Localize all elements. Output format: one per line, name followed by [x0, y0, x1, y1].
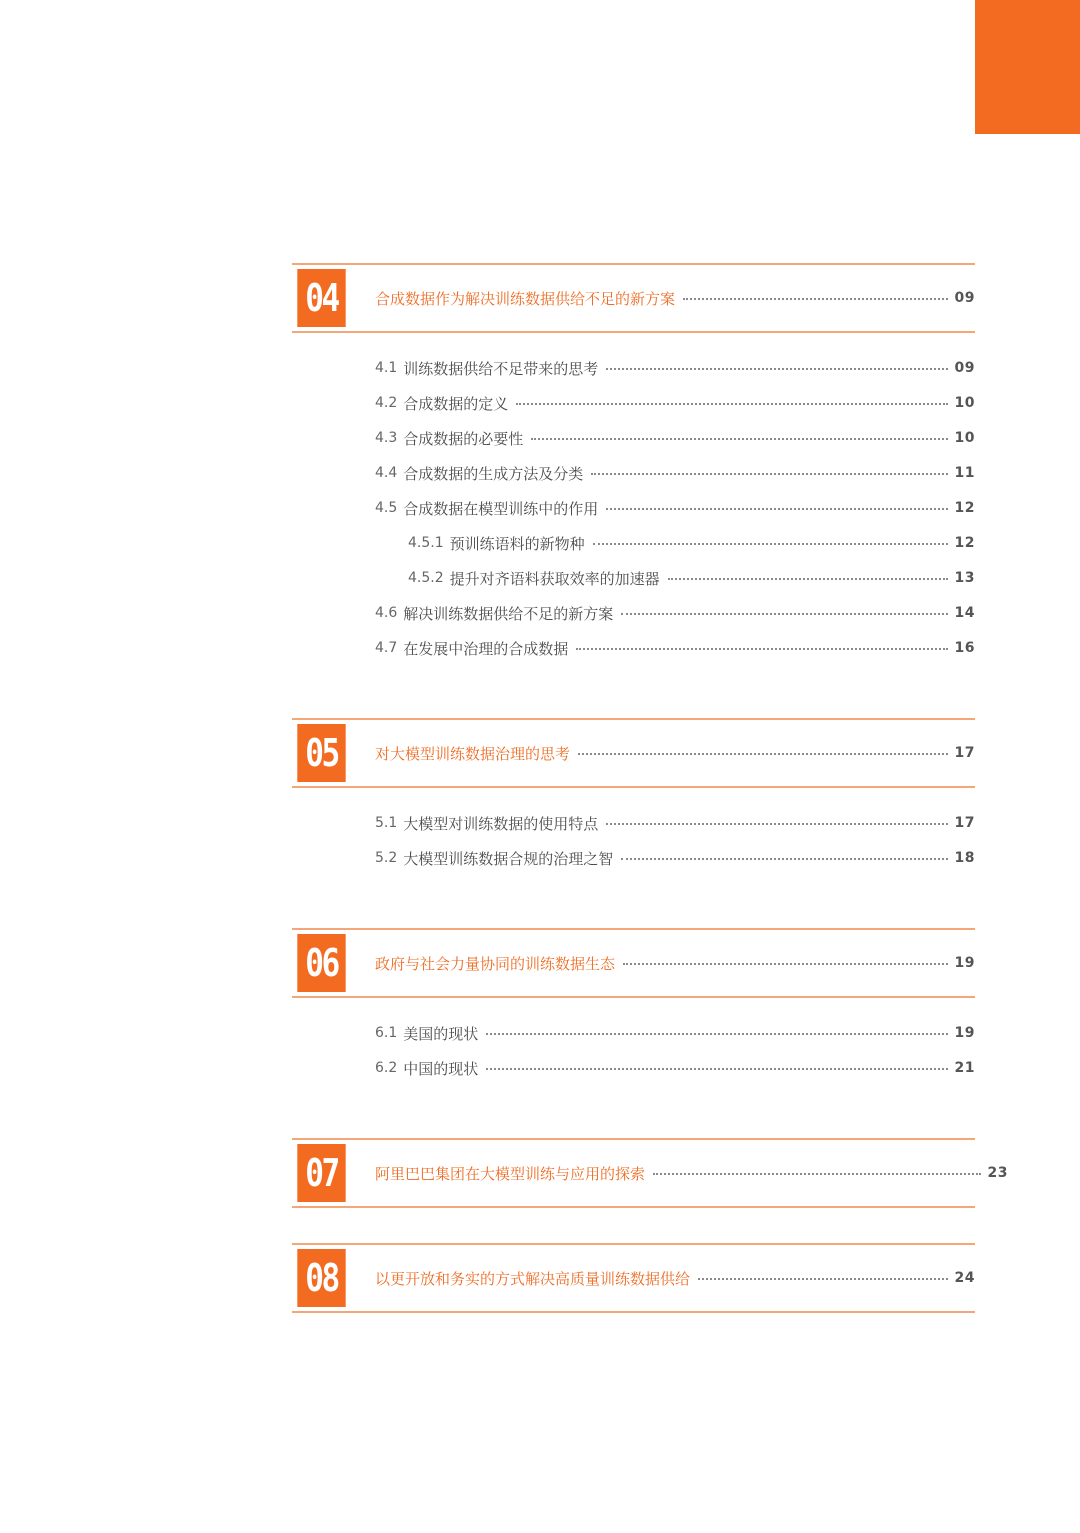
entry-title: 大模型训练数据合规的治理之智	[403, 849, 614, 868]
dot-leader	[606, 508, 947, 510]
corner-accent-block	[975, 0, 1080, 134]
chapter-title-line	[375, 1160, 1008, 1186]
entry-title: 美国的现状	[403, 1024, 479, 1043]
chapter-page-number: 17	[954, 745, 975, 761]
dot-leader	[606, 823, 947, 825]
dot-leader	[578, 753, 948, 755]
dot-leader	[698, 1278, 948, 1280]
chapter-page-number: 24	[954, 1270, 975, 1286]
toc-entry-4-5-2[interactable]	[408, 566, 975, 590]
dot-leader	[531, 438, 947, 440]
dot-leader	[516, 403, 947, 405]
chapter-title-line	[375, 740, 975, 766]
toc-entry-4-6[interactable]	[375, 601, 975, 625]
entry-page-number: 12	[954, 500, 975, 516]
toc-entry-4-7[interactable]	[375, 636, 975, 660]
entry-title: 中国的现状	[403, 1059, 479, 1078]
entry-title: 合成数据在模型训练中的作用	[403, 499, 599, 518]
entry-number: 6.2	[375, 1060, 398, 1076]
toc-entry-6-2[interactable]	[375, 1056, 975, 1080]
dot-leader	[606, 368, 947, 370]
chapter-08-header[interactable]	[292, 1243, 975, 1313]
entry-number: 4.1	[375, 360, 398, 376]
toc-entry-5-2[interactable]	[375, 846, 975, 870]
entry-page-number: 09	[954, 360, 975, 376]
chapter-number-badge: 07	[297, 1144, 345, 1202]
entry-number: 4.4	[375, 465, 398, 481]
chapter-title: 以更开放和务实的方式解决高质量训练数据供给	[375, 1269, 691, 1288]
chapter-title: 对大模型训练数据治理的思考	[375, 744, 571, 763]
entry-page-number: 14	[954, 605, 975, 621]
entry-page-number: 18	[954, 850, 975, 866]
entry-title: 合成数据的必要性	[403, 429, 524, 448]
entry-page-number: 12	[954, 535, 975, 551]
dot-leader	[683, 298, 948, 300]
toc-entry-6-1[interactable]	[375, 1021, 975, 1045]
toc-entry-4-2[interactable]	[375, 391, 975, 415]
dot-leader	[621, 858, 947, 860]
dot-leader	[621, 613, 947, 615]
entry-page-number: 21	[954, 1060, 975, 1076]
toc-entry-4-5[interactable]	[375, 496, 975, 520]
chapter-07-header[interactable]	[292, 1138, 1008, 1208]
entry-page-number: 16	[954, 640, 975, 656]
entry-title: 预训练语料的新物种	[449, 534, 585, 553]
entry-number: 4.3	[375, 430, 398, 446]
chapter-number-badge: 06	[297, 934, 345, 992]
entry-title: 大模型对训练数据的使用特点	[403, 814, 599, 833]
entry-page-number: 11	[954, 465, 975, 481]
toc-entry-4-4[interactable]	[375, 461, 975, 485]
dot-leader	[591, 473, 947, 475]
entry-page-number: 10	[954, 395, 975, 411]
chapter-page-number: 23	[987, 1165, 1008, 1181]
entry-title: 在发展中治理的合成数据	[403, 639, 569, 658]
entry-number: 4.5.2	[408, 570, 444, 586]
chapter-number-badge: 04	[297, 269, 345, 327]
dot-leader	[653, 1173, 981, 1175]
entry-page-number: 10	[954, 430, 975, 446]
entry-number: 4.6	[375, 605, 398, 621]
chapter-05-header[interactable]	[292, 718, 975, 788]
chapter-page-number: 09	[954, 290, 975, 306]
entry-title: 合成数据的定义	[403, 394, 509, 413]
entry-page-number: 17	[954, 815, 975, 831]
chapter-title: 合成数据作为解决训练数据供给不足的新方案	[375, 289, 676, 308]
dot-leader	[486, 1068, 947, 1070]
dot-leader	[668, 578, 948, 580]
entry-title: 解决训练数据供给不足的新方案	[403, 604, 614, 623]
toc-entry-4-3[interactable]	[375, 426, 975, 450]
chapter-04-header[interactable]	[292, 263, 975, 333]
dot-leader	[576, 648, 947, 650]
entry-title: 训练数据供给不足带来的思考	[403, 359, 599, 378]
entry-number: 6.1	[375, 1025, 398, 1041]
entry-number: 4.5	[375, 500, 398, 516]
entry-number: 5.1	[375, 815, 398, 831]
entry-title: 合成数据的生成方法及分类	[403, 464, 584, 483]
entry-page-number: 13	[954, 570, 975, 586]
entry-number: 5.2	[375, 850, 398, 866]
entry-page-number: 19	[954, 1025, 975, 1041]
chapter-title: 阿里巴巴集团在大模型训练与应用的探索	[375, 1164, 646, 1183]
entry-number: 4.7	[375, 640, 398, 656]
toc-entry-5-1[interactable]	[375, 811, 975, 835]
chapter-title: 政府与社会力量协同的训练数据生态	[375, 954, 616, 973]
chapter-title-line	[375, 950, 975, 976]
chapter-number-badge: 08	[297, 1249, 345, 1307]
chapter-title-line	[375, 285, 975, 311]
chapter-06-header[interactable]	[292, 928, 975, 998]
chapter-page-number: 19	[954, 955, 975, 971]
entry-number: 4.2	[375, 395, 398, 411]
entry-title: 提升对齐语料获取效率的加速器	[449, 569, 660, 588]
chapter-number-badge: 05	[297, 724, 345, 782]
dot-leader	[593, 543, 948, 545]
entry-number: 4.5.1	[408, 535, 444, 551]
toc-entry-4-5-1[interactable]	[408, 531, 975, 555]
dot-leader	[623, 963, 948, 965]
dot-leader	[486, 1033, 947, 1035]
toc-entry-4-1[interactable]	[375, 356, 975, 380]
chapter-title-line	[375, 1265, 975, 1291]
